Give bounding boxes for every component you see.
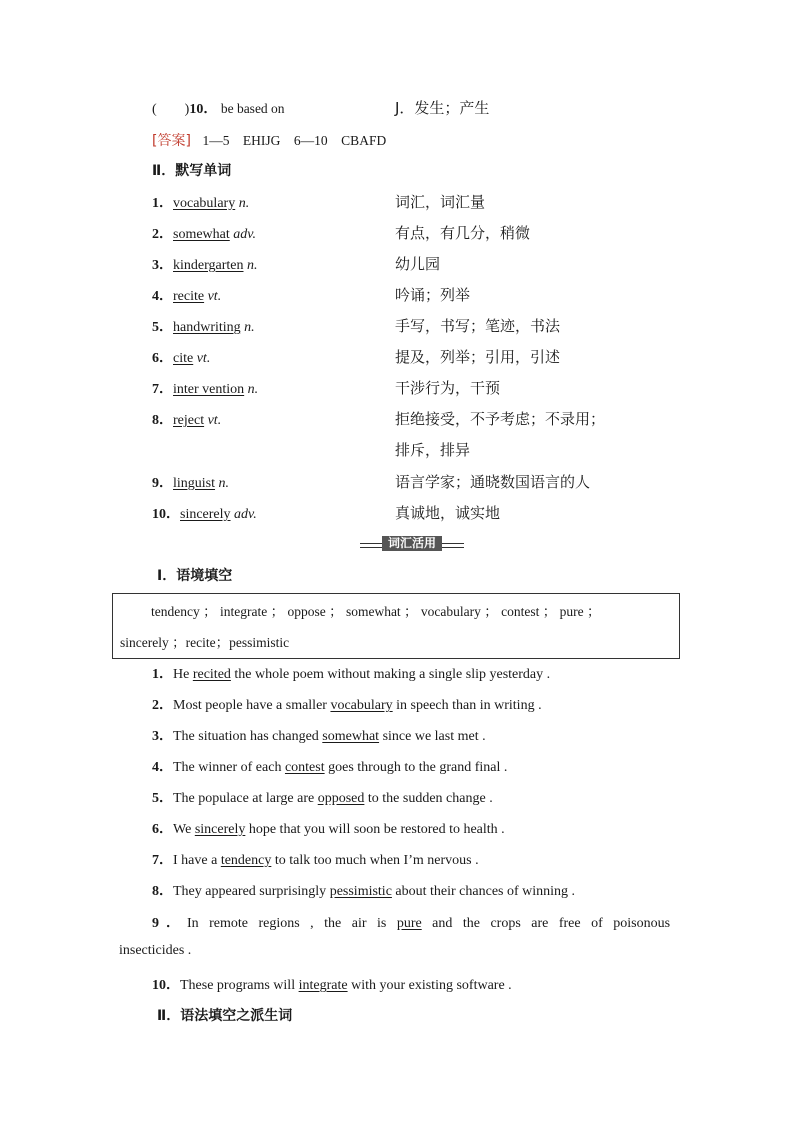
vocab-meaning: 干涉行为，干预 bbox=[395, 379, 501, 397]
sentence-item: 7．I have a tendency to talk too much when I’m nervous . bbox=[152, 853, 479, 868]
sentence-item: 2．Most people have a smaller vocabulary in speech than in writing . bbox=[152, 698, 542, 713]
answer-text: 1—5 EHIJG 6—10 CBAFD bbox=[202, 133, 387, 148]
sentence-answer: somewhat bbox=[322, 729, 380, 744]
matching-meaning: J．发生；产生 bbox=[395, 99, 490, 117]
vocab-item: 5．handwriting n. bbox=[152, 320, 255, 335]
sentence-item: 8．They appeared surprisingly pessimistic about their chances of winning . bbox=[152, 884, 576, 899]
banner-rule-left bbox=[360, 543, 382, 548]
vocab-item: 1．vocabulary n. bbox=[152, 196, 250, 211]
item-number: 10． bbox=[189, 102, 218, 117]
vocab-item: 10．sincerely adv. bbox=[152, 507, 257, 522]
word-bank-box bbox=[112, 593, 680, 659]
sentence-answer: opposed bbox=[317, 791, 365, 806]
vocab-meaning: 手写，书写；笔迹，书法 bbox=[395, 317, 561, 335]
vocab-word: cite bbox=[173, 351, 194, 366]
vocab-meaning: 词汇，词汇量 bbox=[395, 193, 486, 211]
sentence-continuation: insecticides . bbox=[119, 943, 192, 958]
word-bank-line-2: sincerely ；recite；pessimistic bbox=[120, 635, 290, 650]
word-bank-line-1: tendency ； integrate ； oppose ； somewhat ； vocabulary ； contest ； pure ； bbox=[151, 604, 601, 619]
banner-rule-right bbox=[442, 543, 464, 548]
sentence-answer: tendency bbox=[220, 853, 272, 868]
vocab-item: 2．somewhat adv. bbox=[152, 227, 256, 242]
vocab-item: 3．kindergarten n. bbox=[152, 258, 258, 273]
sentence-item: 5．The populace at large are opposed to the sudden change . bbox=[152, 791, 493, 806]
sentence-answer: pessimistic bbox=[329, 884, 392, 899]
vocab-meaning-cont: 排斥，排异 bbox=[395, 441, 471, 459]
vocab-item: 8．reject vt. bbox=[152, 413, 222, 428]
vocab-word: linguist bbox=[173, 476, 216, 491]
matching-item-10 bbox=[152, 98, 285, 118]
sentence-item: 9．In remote regions , the air is pure and the crops are free of poisonous bbox=[152, 916, 671, 931]
vocab-word: kindergarten bbox=[173, 258, 244, 273]
sentence-answer: vocabulary bbox=[330, 698, 393, 713]
vocab-word: recite bbox=[173, 289, 205, 304]
vocab-word: inter vention bbox=[173, 382, 245, 397]
sentence-item: 3．The situation has changed somewhat since we last met . bbox=[152, 729, 486, 744]
sentence-answer: recited bbox=[192, 667, 231, 682]
vocab-word: vocabulary bbox=[173, 196, 236, 211]
answer-paren: ( ) bbox=[152, 102, 190, 117]
vocab-meaning: 真诚地，诚实地 bbox=[395, 504, 501, 522]
sentence-answer: sincerely bbox=[194, 822, 246, 837]
vocab-word: sincerely bbox=[180, 507, 231, 522]
sentence-answer: pure bbox=[396, 916, 422, 931]
banner-label: 词汇活用 bbox=[382, 536, 442, 551]
vocab-meaning: 幼儿园 bbox=[395, 255, 441, 273]
vocab-word: handwriting bbox=[173, 320, 241, 335]
vocab-item: 6．cite vt. bbox=[152, 351, 211, 366]
vocab-meaning: 提及，列举；引用，引述 bbox=[395, 348, 561, 366]
section-title-dictation: Ⅱ．默写单词 bbox=[152, 163, 232, 179]
section-title-derivatives: Ⅱ．语法填空之派生词 bbox=[157, 1008, 293, 1024]
section-title-context-fill: Ⅰ．语境填空 bbox=[157, 568, 233, 584]
sentence-answer: contest bbox=[284, 760, 325, 775]
sentence-answer: integrate bbox=[298, 978, 348, 993]
section-banner bbox=[360, 536, 464, 552]
vocab-word: somewhat bbox=[173, 227, 230, 242]
vocab-meaning: 语言学家；通晓数国语言的人 bbox=[395, 473, 591, 491]
vocab-word: reject bbox=[173, 413, 205, 428]
vocab-meaning: 拒绝接受，不予考虑；不录用； bbox=[395, 410, 606, 428]
sentence-item: 4．The winner of each contest goes through to the grand final . bbox=[152, 760, 508, 775]
vocab-meaning: 吟诵；列举 bbox=[395, 286, 471, 304]
sentence-item: 10．These programs will integrate with your existing software . bbox=[152, 978, 512, 993]
sentence-item: 6．We sincerely hope that you will soon be restored to health . bbox=[152, 822, 505, 837]
sentence-item: 1．He recited the whole poem without making a single slip yesterday . bbox=[152, 667, 551, 682]
vocab-item: 7．inter vention n. bbox=[152, 382, 259, 397]
answer-line bbox=[152, 129, 386, 150]
vocab-meaning: 有点，有几分，稍微 bbox=[395, 224, 531, 242]
vocab-item: 9．linguist n. bbox=[152, 476, 230, 491]
vocab-item: 4．recite vt. bbox=[152, 289, 222, 304]
phrase: be based on bbox=[220, 101, 285, 116]
answer-label: [答案] bbox=[152, 133, 191, 149]
